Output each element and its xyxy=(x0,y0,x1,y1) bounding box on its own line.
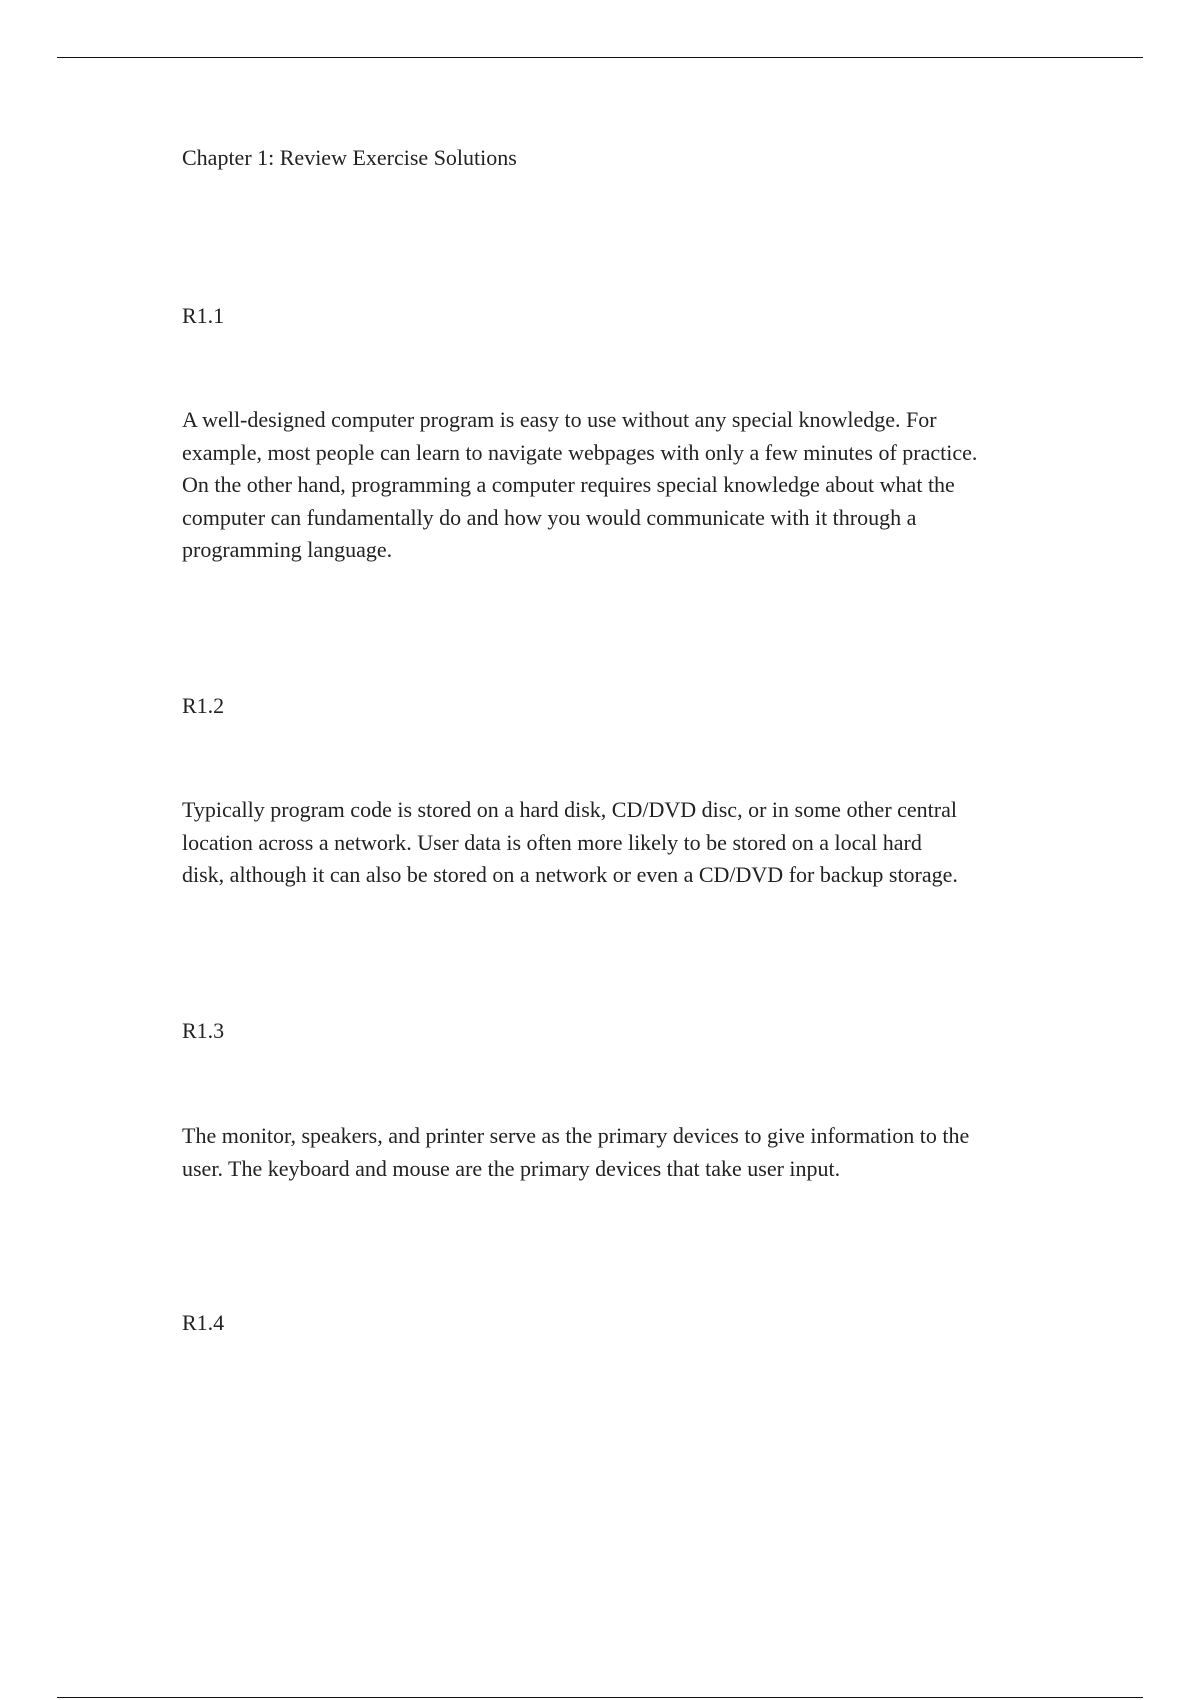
paragraph-line: example, most people can learn to navigate webpages with only a few minutes of practice. xyxy=(182,439,978,465)
section-paragraph-r1-2 xyxy=(182,794,1082,892)
header-rule xyxy=(57,57,1143,58)
paragraph-line: user. The keyboard and mouse are the primary devices that take user input. xyxy=(182,1155,841,1181)
section-paragraph-r1-3 xyxy=(182,1120,1082,1185)
paragraph-line: A well-designed computer program is easy to use without any special knowledge. For xyxy=(182,407,937,432)
paragraph-line: disk, although it can also be stored on a network or even a CD/DVD for backup storage. xyxy=(182,862,958,887)
paragraph-line: computer can fundamentally do and how you would communicate with it through a xyxy=(182,504,917,530)
section-heading-r1-4: R1.4 xyxy=(182,1310,225,1335)
section-heading-r1-3: R1.3 xyxy=(182,1018,225,1043)
page-title: Chapter 1: Review Exercise Solutions xyxy=(182,145,517,170)
paragraph-line: location across a network. User data is often more likely to be stored on a local hard xyxy=(182,829,922,855)
section-heading-r1-2: R1.2 xyxy=(182,693,225,718)
paragraph-line: The monitor, speakers, and printer serve as the primary devices to give information to the xyxy=(182,1123,970,1148)
paragraph-line: On the other hand, programming a computer requires special knowledge about what the xyxy=(182,472,955,497)
section-heading-r1-1: R1.1 xyxy=(182,303,225,328)
paragraph-line: Typically program code is stored on a hard disk, CD/DVD disc, or in some other central xyxy=(182,797,957,822)
paragraph-line: programming language. xyxy=(182,537,393,562)
section-paragraph-r1-1 xyxy=(182,404,1082,567)
footer-rule xyxy=(57,1697,1143,1698)
